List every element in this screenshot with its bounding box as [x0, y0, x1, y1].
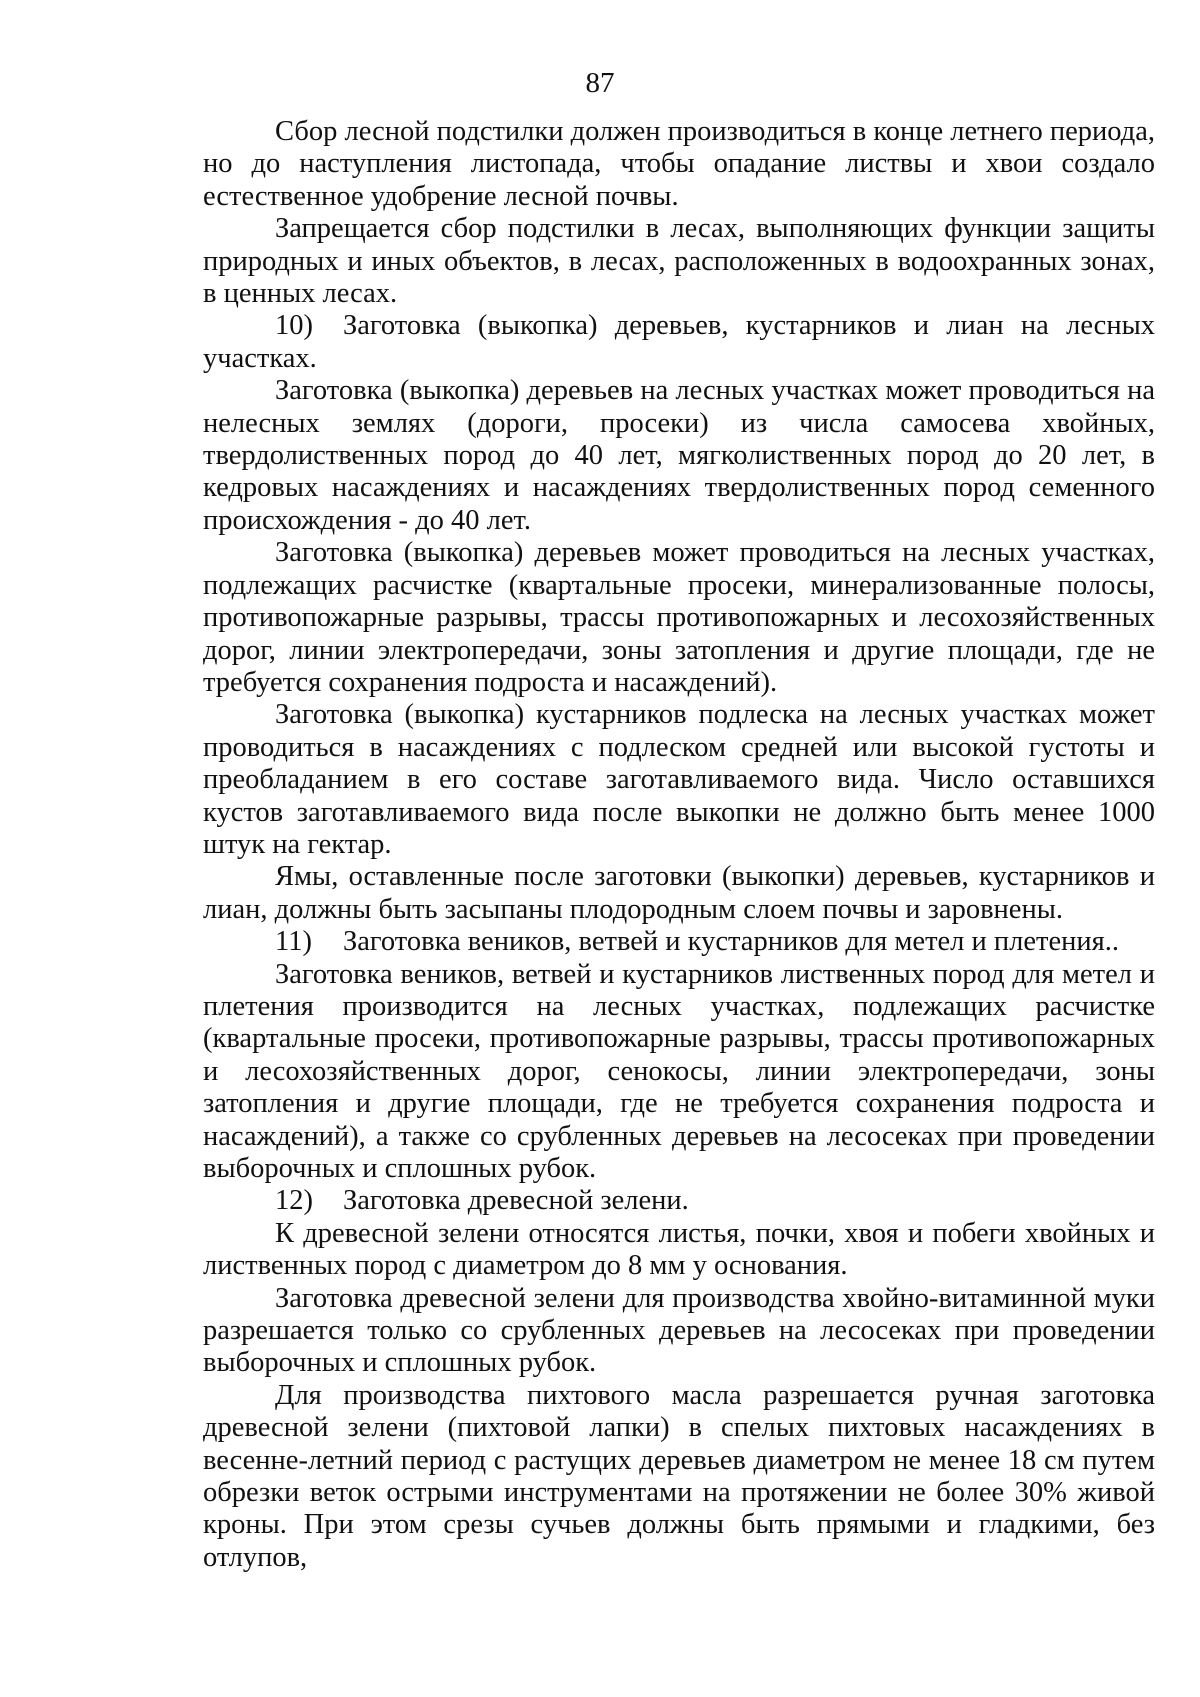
list-item-number: 11) [275, 926, 312, 958]
paragraph-text: Заготовка (выкопка) кустарников подлеска на лесных участках может проводиться в насаждениях с подлеском средней или высокой густоты и преобладанием в его составе заготавливаемого вида. Число оставшихся кустов заготавливаемого вида после выкопки не должно быть менее 1000 штук на гектар. [203, 699, 1155, 860]
list-item [203, 1185, 1155, 1217]
list-item [203, 310, 1155, 375]
paragraph-text: Заготовка (выкопка) деревьев на лесных участках может проводиться на нелесных землях (дороги, просеки) из числа самосева хвойных, твердолиственных пород до 40 лет, мягколиственных пород до 20 лет, в кедровых насаждениях и насаждениях твердолиственных пород семенного происхождения - до 40 лет. [203, 375, 1155, 536]
paragraph-text: Сбор лесной подстилки должен производиться в конце летнего периода, но до наступления листопада, чтобы опадание листвы и хвои создало естественное удобрение лесной почвы. [203, 116, 1155, 212]
page-number: 87 [585, 67, 615, 99]
document-body [203, 116, 1155, 1574]
list-item-text: Заготовка (выкопка) деревьев, кустарников и лиан на лесных участках. [203, 310, 1155, 374]
paragraph [203, 1218, 1155, 1283]
paragraph-text: Для производства пихтового масла разрешается ручная заготовка древесной зелени (пихтовой лапки) в спелых пихтовых насаждениях в весенне-летний период с растущих деревьев диаметром не менее 18 см путем обрезки веток острыми инструментами на протяжении не более 30% живой кроны. При этом срезы сучьев должны быть прямыми и гладкими, без отлупов, [203, 1379, 1155, 1573]
paragraph-text: Запрещается сбор подстилки в лесах, выполняющих функции защиты природных и иных объектов, в лесах, расположенных в водоохранных зонах, в ценных лесах. [203, 213, 1155, 310]
list-item [203, 926, 1155, 958]
paragraph-text: Заготовка веников, ветвей и кустарников лиственных пород для метел и плетения производится на лесных участках, подлежащих расчистке (квартальные просеки, противопожарные разрывы, трассы противопожарных и лесохозяйственных дорог, сенокосы, линии электропередачи, зоны затопления и другие площади, где не требуется сохранения подроста и насаждений), а также со срубленных деревьев на лесосеках при проведении выборочных и сплошных рубок. [203, 958, 1155, 1184]
list-item-number: 12) [275, 1185, 313, 1217]
paragraph [203, 116, 1155, 213]
list-item-number: 10) [275, 310, 313, 342]
paragraph [203, 375, 1155, 537]
paragraph-text: Заготовка (выкопка) деревьев может проводиться на лесных участках, подлежащих расчистке (квартальные просеки, минерализованные полосы, противопожарные разрывы, трассы противопожарных и лесохозяйственных дорог, линии электропередачи, зоны затопления и другие площади, где не требуется сохранения подроста и насаждений). [203, 537, 1155, 698]
list-item-text: Заготовка веников, ветвей и кустарников для метел и плетения.. [343, 926, 1119, 958]
paragraph-text: К древесной зелени относятся листья, почки, хвоя и побеги хвойных и лиственных пород с диаметром до 8 мм у основания. [203, 1217, 1155, 1282]
paragraph [203, 537, 1155, 699]
paragraph [203, 861, 1155, 926]
paragraph-text: Ямы, оставленные после заготовки (выкопки) деревьев, кустарников и лиан, должны быть засыпаны плодородным слоем почвы и заровнены. [203, 861, 1155, 925]
paragraph-text: Заготовка древесной зелени для производства хвойно-витаминной муки разрешается только со срубленных деревьев на лесосеках при проведении выборочных и сплошных рубок. [203, 1282, 1155, 1379]
paragraph [203, 213, 1155, 310]
paragraph [203, 699, 1155, 861]
list-item-text: Заготовка древесной зелени. [343, 1185, 689, 1217]
paragraph [203, 1283, 1155, 1380]
paragraph [203, 959, 1155, 1186]
paragraph [203, 1380, 1155, 1574]
